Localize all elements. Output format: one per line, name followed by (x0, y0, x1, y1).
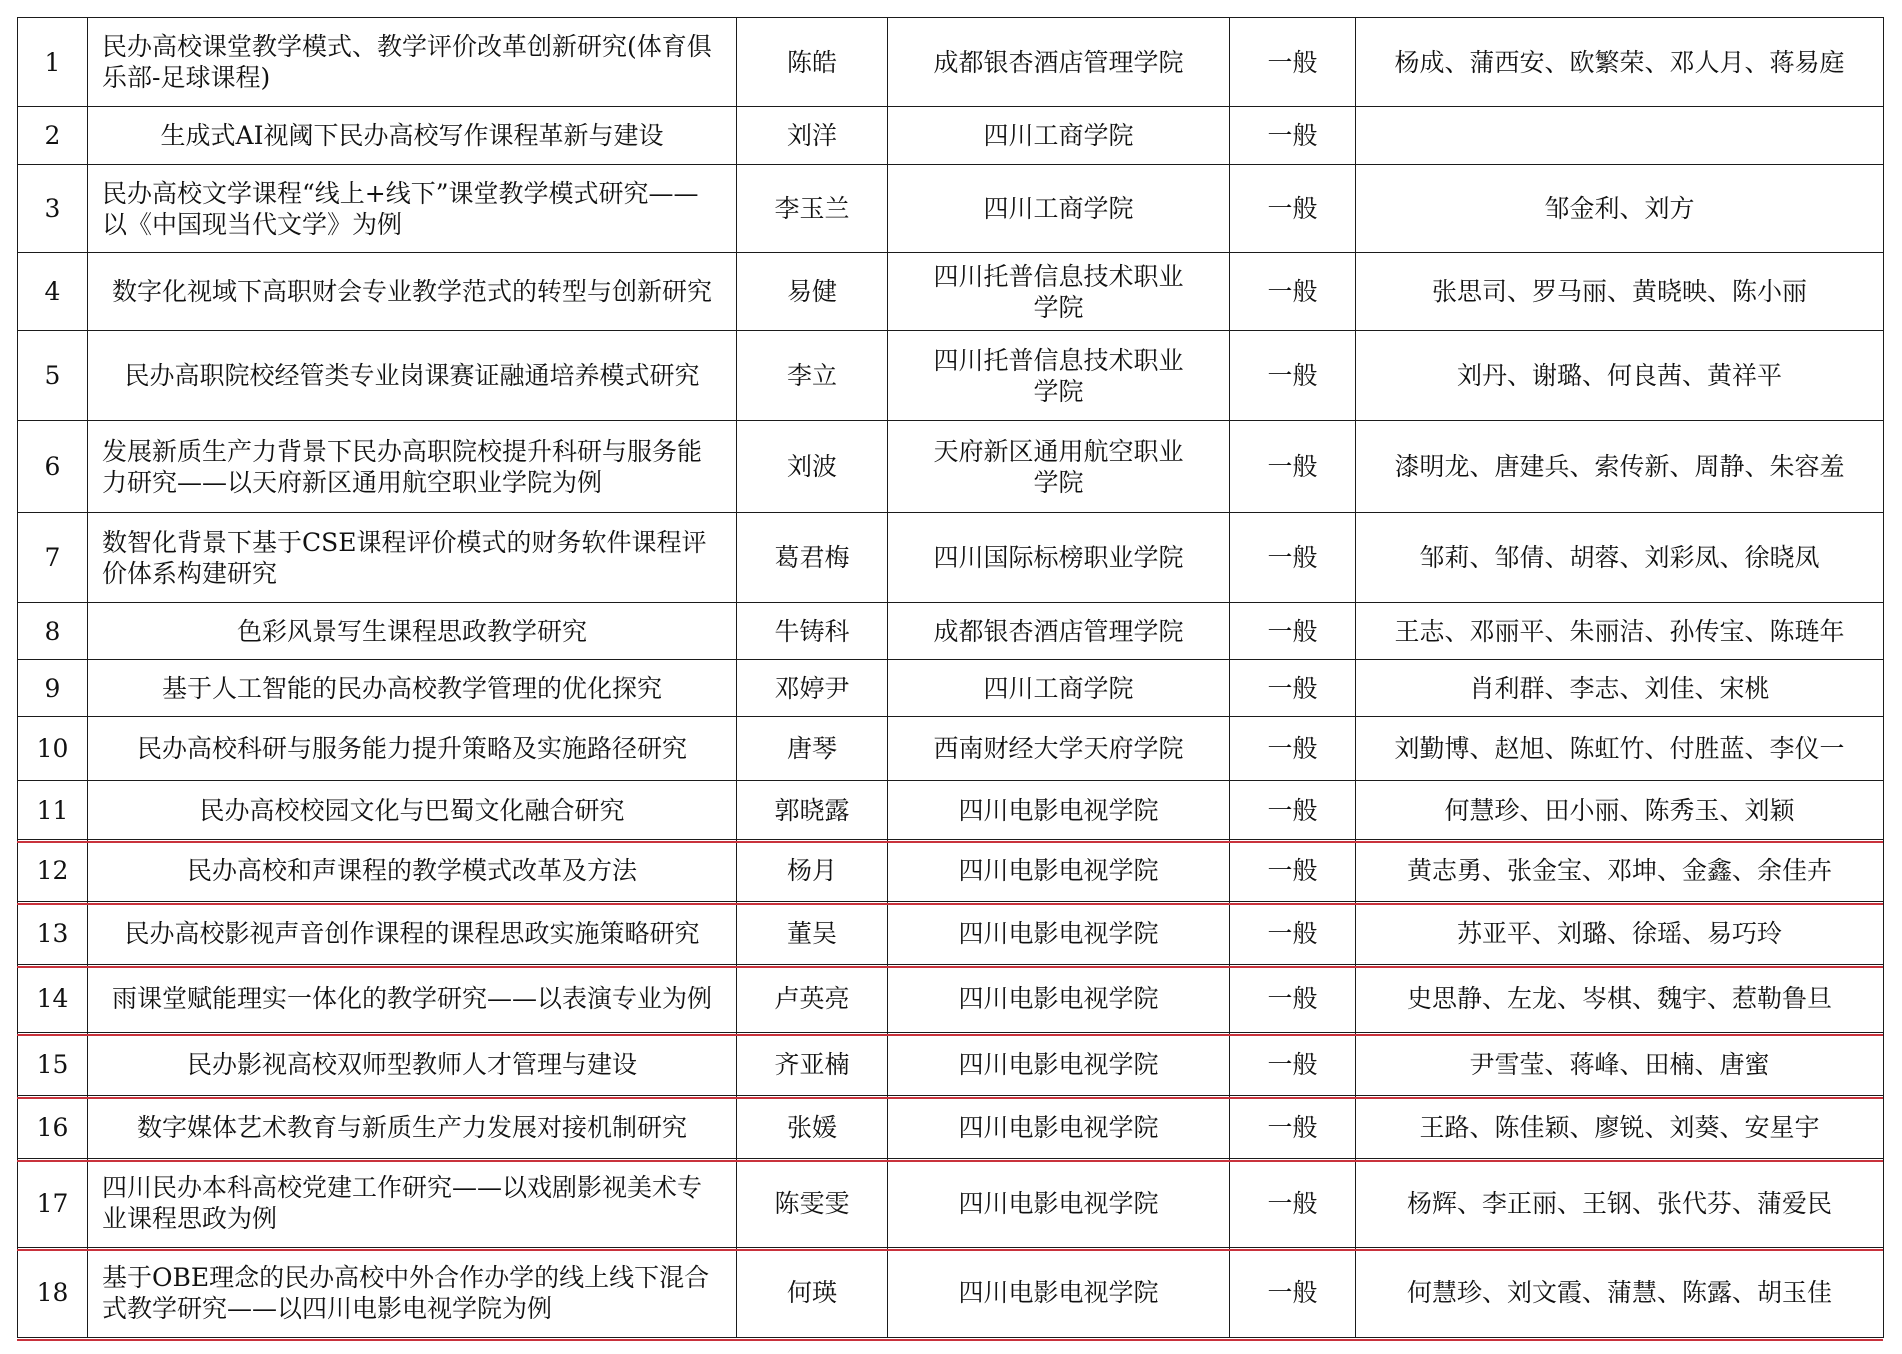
project-title: 基于OBE理念的民办高校中外合作办学的线上线下混合式教学研究——以四川电影电视学院为例 (102, 1262, 710, 1323)
team-members-cell (1356, 840, 1884, 902)
project-leader-cell (737, 717, 888, 781)
institution-name: 四川电影电视学院 (958, 918, 1159, 948)
team-members: 史思静、左龙、岑棋、魏宇、惹勒鲁旦 (1406, 984, 1832, 1013)
team-members: 苏亚平、刘璐、徐瑶、易巧玲 (1456, 918, 1782, 948)
project-leader: 李玉兰 (774, 194, 850, 223)
institution-name-cell (888, 965, 1230, 1033)
project-leader: 齐亚楠 (774, 1049, 850, 1079)
project-level-cell (1230, 660, 1356, 717)
institution-name: 四川国际标榜职业学院 (933, 543, 1184, 572)
row-number-cell (18, 1248, 88, 1338)
team-members-cell (1356, 513, 1884, 603)
project-leader: 陈皓 (786, 47, 837, 77)
project-leader: 邓婷尹 (774, 673, 850, 703)
project-title-cell (88, 965, 737, 1033)
project-title: 数字化视域下高职财会专业教学范式的转型与创新研究 (111, 277, 712, 306)
institution-name: 四川电影电视学院 (958, 795, 1159, 825)
table-row (18, 660, 1884, 717)
institution-name-cell (888, 840, 1230, 902)
project-title-cell (88, 513, 737, 603)
row-number: 17 (36, 1188, 69, 1218)
team-members: 张思司、罗马丽、黄晓映、陈小丽 (1431, 277, 1807, 306)
project-title: 基于人工智能的民办高校教学管理的优化探究 (161, 673, 662, 703)
institution-name-cell (888, 107, 1230, 165)
project-level: 一般 (1267, 856, 1318, 885)
team-members: 刘勤博、赵旭、陈虹竹、付胜蓝、李仪一 (1394, 734, 1845, 763)
institution-name-cell (888, 253, 1230, 331)
project-title-cell (88, 902, 737, 965)
institution-name-cell (888, 660, 1230, 717)
row-number-cell (18, 781, 88, 840)
project-leader-cell (737, 840, 888, 902)
project-leader-cell (737, 781, 888, 840)
project-level-cell (1230, 717, 1356, 781)
institution-name: 四川电影电视学院 (958, 1278, 1159, 1307)
team-members: 王路、陈佳颖、廖锐、刘葵、安星宇 (1419, 1112, 1820, 1142)
project-title: 生成式AI视阈下民办高校写作课程革新与建设 (160, 121, 664, 150)
project-leader: 何瑛 (786, 1278, 837, 1307)
institution-name: 四川托普信息技术职业学院 (933, 261, 1184, 322)
row-number-cell (18, 1159, 88, 1248)
project-title: 民办高校影视声音创作课程的课程思政实施策略研究 (124, 918, 700, 948)
institution-name-cell (888, 1159, 1230, 1248)
row-number-cell (18, 902, 88, 965)
team-members: 王志、邓丽平、朱丽洁、孙传宝、陈琏年 (1394, 616, 1845, 646)
institution-name: 四川电影电视学院 (958, 984, 1159, 1013)
team-members-cell (1356, 902, 1884, 965)
team-members-cell (1356, 331, 1884, 421)
row-number: 9 (44, 673, 61, 703)
row-number-cell (18, 18, 88, 107)
project-title-cell (88, 18, 737, 107)
project-level: 一般 (1267, 47, 1318, 77)
institution-name-cell (888, 513, 1230, 603)
project-level-cell (1230, 1096, 1356, 1159)
project-leader-cell (737, 513, 888, 603)
red-rule (17, 1097, 1883, 1099)
project-level-cell (1230, 603, 1356, 660)
team-members-cell (1356, 1248, 1884, 1338)
row-number: 14 (36, 984, 69, 1013)
institution-name: 四川工商学院 (983, 673, 1134, 703)
row-number: 12 (36, 856, 69, 885)
project-level: 一般 (1267, 452, 1318, 481)
project-title-cell (88, 421, 737, 513)
project-level: 一般 (1267, 277, 1318, 306)
project-level-cell (1230, 513, 1356, 603)
institution-name: 西南财经大学天府学院 (933, 734, 1184, 763)
project-level: 一般 (1267, 984, 1318, 1013)
row-number-cell (18, 1096, 88, 1159)
row-number: 8 (44, 616, 61, 646)
team-members-cell (1356, 253, 1884, 331)
project-leader: 刘波 (786, 452, 837, 481)
institution-name-cell (888, 1096, 1230, 1159)
table-row (18, 1096, 1884, 1159)
institution-name: 四川电影电视学院 (958, 1188, 1159, 1218)
project-level-cell (1230, 253, 1356, 331)
project-title-cell (88, 1248, 737, 1338)
row-number: 16 (36, 1112, 69, 1142)
project-title: 数字媒体艺术教育与新质生产力发展对接机制研究 (136, 1112, 687, 1142)
project-title: 雨课堂赋能理实一体化的教学研究——以表演专业为例 (111, 984, 712, 1013)
team-members-cell (1356, 965, 1884, 1033)
row-number: 5 (44, 361, 61, 390)
project-level-cell (1230, 965, 1356, 1033)
institution-name-cell (888, 18, 1230, 107)
project-leader: 董吴 (786, 918, 837, 948)
project-leader: 陈雯雯 (774, 1188, 850, 1218)
project-leader: 杨月 (786, 856, 837, 885)
project-leader-cell (737, 1096, 888, 1159)
project-level: 一般 (1267, 121, 1318, 150)
table-row (18, 421, 1884, 513)
row-number-cell (18, 840, 88, 902)
project-level-cell (1230, 18, 1356, 107)
project-title-cell (88, 781, 737, 840)
project-leader-cell (737, 1159, 888, 1248)
project-level-cell (1230, 1159, 1356, 1248)
row-number: 15 (36, 1049, 69, 1079)
project-title: 民办高校校园文化与巴蜀文化融合研究 (199, 795, 625, 825)
institution-name: 四川电影电视学院 (958, 1112, 1159, 1142)
project-level: 一般 (1267, 361, 1318, 390)
team-members: 刘丹、谢璐、何良茜、黄祥平 (1456, 361, 1782, 390)
project-level-cell (1230, 1248, 1356, 1338)
row-number-cell (18, 603, 88, 660)
project-level: 一般 (1267, 194, 1318, 223)
red-rule (17, 903, 1883, 905)
project-leader-cell (737, 107, 888, 165)
red-rule (17, 1160, 1883, 1162)
project-level-cell (1230, 781, 1356, 840)
project-title-cell (88, 253, 737, 331)
row-number-cell (18, 421, 88, 513)
project-level: 一般 (1267, 1278, 1318, 1307)
project-title: 民办影视高校双师型教师人才管理与建设 (186, 1049, 637, 1079)
project-leader: 郭晓露 (774, 795, 850, 825)
project-title-cell (88, 840, 737, 902)
institution-name: 四川工商学院 (983, 121, 1134, 150)
team-members: 杨成、蒲西安、欧繁荣、邓人月、蒋易庭 (1394, 47, 1845, 77)
row-number: 7 (44, 543, 61, 572)
team-members: 邹莉、邹倩、胡蓉、刘彩凤、徐晓凤 (1419, 543, 1820, 572)
team-members: 尹雪莹、蒋峰、田楠、唐蜜 (1469, 1049, 1770, 1079)
team-members-cell (1356, 603, 1884, 660)
institution-name: 成都银杏酒店管理学院 (933, 616, 1184, 646)
team-members-cell (1356, 1033, 1884, 1096)
institution-name: 四川托普信息技术职业学院 (933, 345, 1184, 406)
table-row (18, 603, 1884, 660)
row-number: 18 (36, 1278, 69, 1307)
team-members-cell (1356, 18, 1884, 107)
row-number: 10 (36, 734, 69, 763)
project-title: 数智化背景下基于CSE课程评价模式的财务软件课程评价体系构建研究 (102, 527, 707, 588)
row-number-cell (18, 253, 88, 331)
project-title: 民办高校课堂教学模式、教学评价改革创新研究(体育俱乐部-足球课程) (102, 32, 712, 92)
table-row (18, 840, 1884, 902)
team-members-cell (1356, 107, 1884, 165)
project-level: 一般 (1267, 734, 1318, 763)
institution-name-cell (888, 331, 1230, 421)
institution-name-cell (888, 1248, 1230, 1338)
institution-name-cell (888, 781, 1230, 840)
project-leader: 张媛 (786, 1112, 837, 1142)
red-rule (17, 1249, 1883, 1251)
institution-name: 四川电影电视学院 (958, 1049, 1159, 1079)
row-number: 13 (36, 918, 69, 948)
project-title-cell (88, 660, 737, 717)
project-leader-cell (737, 603, 888, 660)
project-title: 四川民办本科高校党建工作研究——以戏剧影视美术专业课程思政为例 (102, 1173, 703, 1233)
project-level: 一般 (1267, 543, 1318, 572)
row-number-cell (18, 107, 88, 165)
table-row (18, 18, 1884, 107)
team-members: 漆明龙、唐建兵、索传新、周静、朱容羞 (1394, 452, 1845, 481)
team-members-cell (1356, 1159, 1884, 1248)
project-leader-cell (737, 965, 888, 1033)
table-body (18, 18, 1884, 1338)
project-level: 一般 (1267, 1049, 1318, 1079)
team-members-cell (1356, 1096, 1884, 1159)
institution-name: 成都银杏酒店管理学院 (933, 47, 1184, 77)
project-leader-cell (737, 1248, 888, 1338)
red-rule (17, 1339, 1883, 1341)
row-number: 2 (44, 121, 61, 150)
institution-name: 天府新区通用航空职业学院 (933, 436, 1184, 497)
team-members-cell (1356, 165, 1884, 253)
team-members-cell (1356, 421, 1884, 513)
team-members: 肖利群、李志、刘佳、宋桃 (1469, 673, 1770, 703)
institution-name-cell (888, 902, 1230, 965)
team-members: 何慧珍、刘文霞、蒲慧、陈露、胡玉佳 (1406, 1278, 1832, 1307)
project-level: 一般 (1267, 918, 1318, 948)
team-members: 邹金利、刘方 (1544, 194, 1695, 223)
red-rule (17, 841, 1883, 843)
team-members: 黄志勇、张金宝、邓坤、金鑫、余佳卉 (1406, 856, 1832, 885)
table-row (18, 165, 1884, 253)
team-members: 杨辉、李正丽、王钢、张代芬、蒲爱民 (1406, 1188, 1832, 1218)
row-number-cell (18, 513, 88, 603)
institution-name-cell (888, 165, 1230, 253)
project-level: 一般 (1267, 1188, 1318, 1218)
row-number: 3 (44, 194, 61, 223)
project-title-cell (88, 107, 737, 165)
row-number-cell (18, 1033, 88, 1096)
project-title-cell (88, 331, 737, 421)
project-leader-cell (737, 165, 888, 253)
project-level-cell (1230, 1033, 1356, 1096)
table-row (18, 902, 1884, 965)
project-leader-cell (737, 1033, 888, 1096)
project-title: 民办高校文学课程“线上+线下”课堂教学模式研究——以《中国现当代文学》为例 (102, 178, 699, 239)
row-number-cell (18, 331, 88, 421)
table-row (18, 781, 1884, 840)
table-row (18, 965, 1884, 1033)
project-level: 一般 (1267, 795, 1318, 825)
row-number: 4 (44, 277, 61, 306)
project-title-cell (88, 165, 737, 253)
project-title-cell (88, 1096, 737, 1159)
table-row (18, 331, 1884, 421)
project-level: 一般 (1267, 673, 1318, 703)
project-title-cell (88, 1159, 737, 1248)
institution-name-cell (888, 717, 1230, 781)
project-level-cell (1230, 107, 1356, 165)
table-row (18, 1159, 1884, 1248)
team-members: 何慧珍、田小丽、陈秀玉、刘颖 (1444, 795, 1795, 825)
row-number-cell (18, 965, 88, 1033)
table-row (18, 513, 1884, 603)
project-title: 民办高校和声课程的教学模式改革及方法 (186, 856, 637, 885)
row-number-cell (18, 165, 88, 253)
row-number: 11 (36, 795, 69, 825)
institution-name: 四川电影电视学院 (958, 856, 1159, 885)
project-leader-cell (737, 902, 888, 965)
table-row (18, 1033, 1884, 1096)
institution-name-cell (888, 603, 1230, 660)
project-leader: 唐琴 (786, 734, 837, 763)
table-row (18, 1248, 1884, 1338)
project-level-cell (1230, 902, 1356, 965)
project-title-cell (88, 1033, 737, 1096)
project-leader: 卢英亮 (774, 984, 850, 1013)
project-leader: 葛君梅 (774, 543, 850, 572)
institution-name-cell (888, 1033, 1230, 1096)
project-leader: 刘洋 (786, 121, 837, 150)
team-members-cell (1356, 660, 1884, 717)
row-number: 6 (44, 452, 61, 481)
project-leader: 李立 (786, 361, 837, 390)
project-title-cell (88, 603, 737, 660)
project-leader-cell (737, 660, 888, 717)
team-members-cell (1356, 781, 1884, 840)
project-leader: 牛铸科 (774, 616, 850, 646)
institution-name: 四川工商学院 (983, 194, 1134, 223)
project-title: 色彩风景写生课程思政教学研究 (236, 616, 587, 646)
project-level-cell (1230, 421, 1356, 513)
table-row (18, 107, 1884, 165)
project-title: 民办高职院校经管类专业岗课赛证融通培养模式研究 (124, 361, 700, 390)
table-row (18, 253, 1884, 331)
project-leader-cell (737, 421, 888, 513)
project-level-cell (1230, 165, 1356, 253)
team-members-cell (1356, 717, 1884, 781)
project-leader-cell (737, 253, 888, 331)
table-row (18, 717, 1884, 781)
institution-name-cell (888, 421, 1230, 513)
project-level: 一般 (1267, 616, 1318, 646)
row-number-cell (18, 717, 88, 781)
project-leader-cell (737, 18, 888, 107)
project-level-cell (1230, 840, 1356, 902)
row-number: 1 (44, 47, 61, 77)
project-table (17, 17, 1884, 1338)
red-rule (17, 966, 1883, 968)
project-title-cell (88, 717, 737, 781)
project-level-cell (1230, 331, 1356, 421)
row-number-cell (18, 660, 88, 717)
red-rule (17, 1034, 1883, 1036)
project-leader: 易健 (786, 277, 837, 306)
project-leader-cell (737, 331, 888, 421)
project-level: 一般 (1267, 1112, 1318, 1142)
project-title: 民办高校科研与服务能力提升策略及实施路径研究 (136, 734, 687, 763)
project-title: 发展新质生产力背景下民办高职院校提升科研与服务能力研究——以天府新区通用航空职业学院为例 (102, 436, 703, 497)
